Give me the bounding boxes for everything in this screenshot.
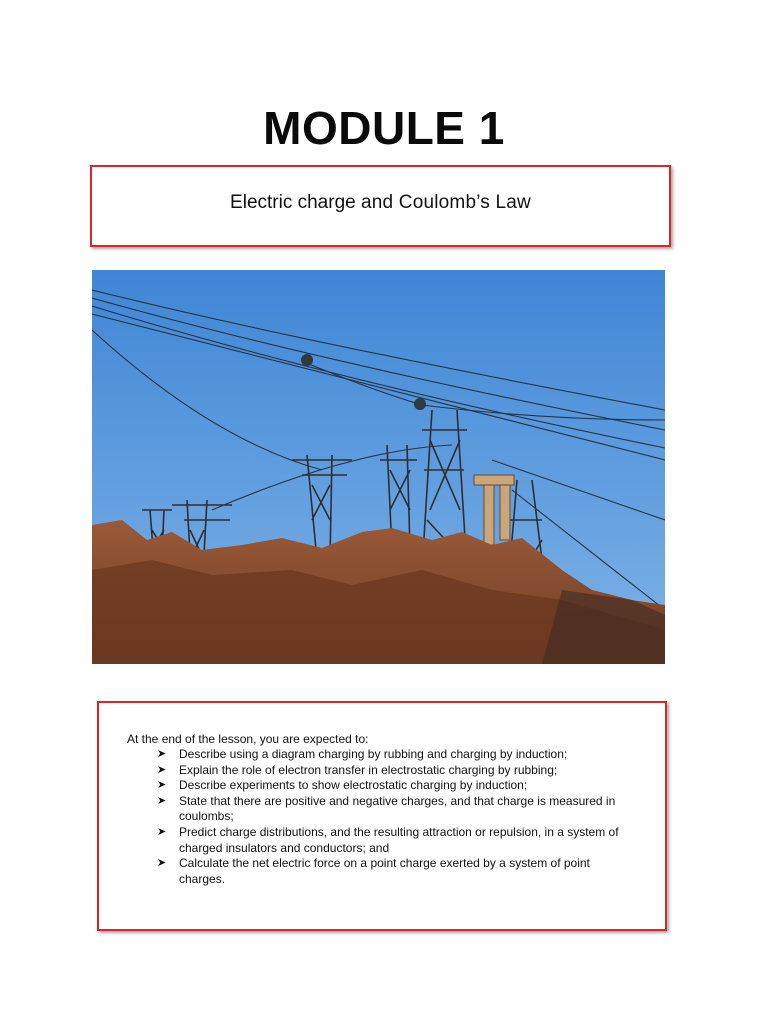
arrow-bullet-icon: ➤: [157, 857, 167, 870]
topic-title-box: [90, 165, 671, 247]
topic-title-part-b: and Coulomb’s Law: [361, 192, 531, 213]
objective-text: Calculate the net electric force on a point charge exerted by a system of point charges.: [179, 856, 590, 886]
objective-text: Explain the role of electron transfer in electrostatic charging by rubbing;: [179, 762, 558, 777]
objective-item: [157, 747, 627, 763]
learning-objectives-box: [97, 701, 667, 931]
module-title: MODULE 1: [263, 102, 505, 154]
objectives-list: [157, 747, 627, 887]
arrow-bullet-icon: ➤: [157, 779, 167, 792]
arrow-bullet-icon: ➤: [157, 825, 167, 838]
objective-text: Predict charge distributions, and the resulting attraction or repulsion, in a system of charged insulators and conductors; and: [179, 824, 619, 855]
arrow-bullet-icon: ➤: [157, 794, 167, 807]
transmission-towers-photo: [92, 270, 665, 664]
objective-text: Describe using a diagram charging by rubbing and charging by induction;: [179, 747, 568, 761]
arrow-bullet-icon: ➤: [157, 748, 167, 760]
objectives-intro: At the end of the lesson, you are expected to:: [127, 732, 369, 746]
arrow-bullet-icon: ➤: [157, 763, 167, 776]
objective-item: [157, 825, 627, 856]
topic-title-part-a: Electric charge: [230, 192, 361, 213]
objective-item: [157, 856, 627, 887]
objective-text: State that there are positive and negative charges, and that charge is measured in coulombs;: [179, 793, 616, 824]
objective-item: [157, 794, 627, 825]
objective-text: Describe experiments to show electrostatic charging by induction;: [179, 778, 528, 793]
objective-item: [157, 778, 627, 794]
objective-item: [157, 763, 627, 779]
topic-title: [92, 191, 669, 215]
